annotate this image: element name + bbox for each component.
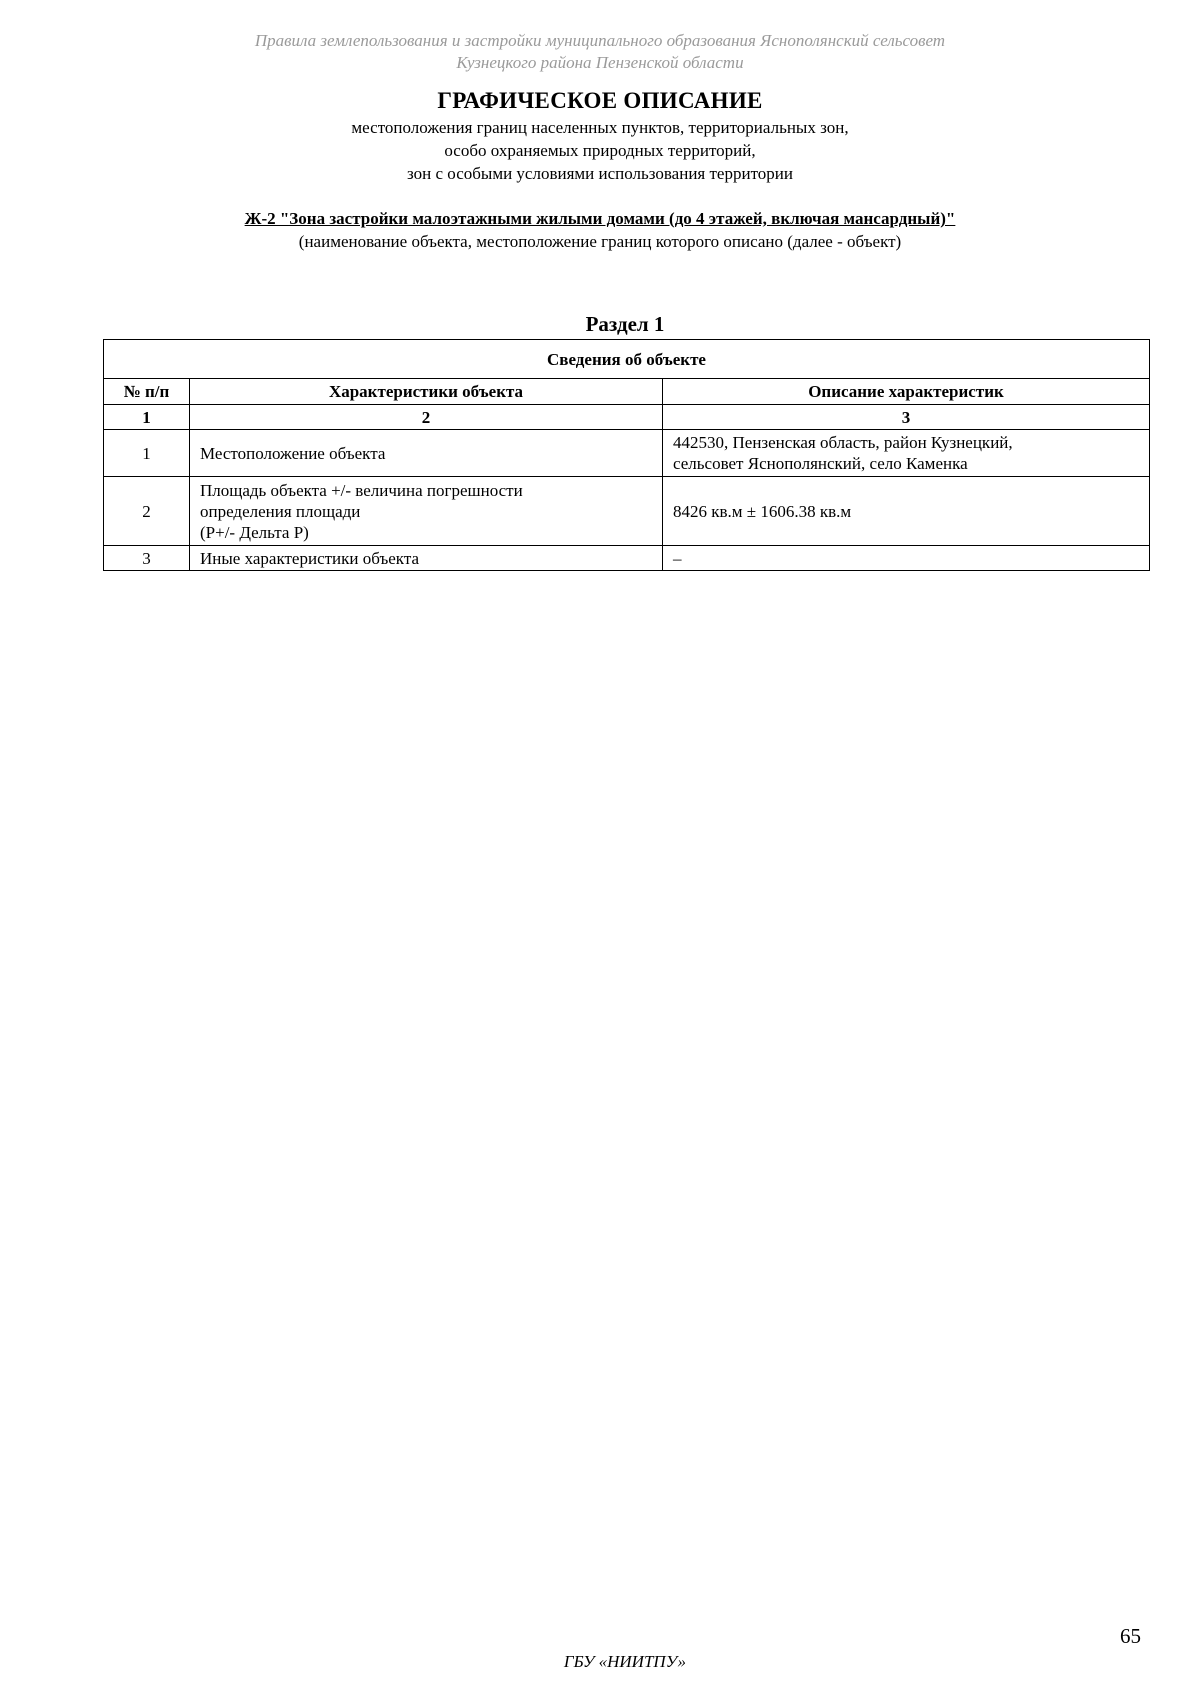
row-number: 2	[104, 477, 190, 546]
column-header-description: Описание характеристик	[663, 379, 1150, 405]
table-header-row	[104, 379, 1150, 405]
characteristic-line: Иные характеристики объекта	[200, 548, 420, 568]
column-number-1: 1	[104, 405, 190, 430]
characteristic-line: Площадь объекта +/- величина погрешности	[200, 480, 523, 500]
row-characteristic	[190, 477, 663, 546]
table-row	[104, 430, 1150, 477]
table-row	[104, 546, 1150, 571]
characteristic-line: Местоположение объекта	[200, 443, 386, 463]
table-caption: Сведения об объекте	[104, 340, 1150, 379]
page-number: 65	[1120, 1624, 1141, 1648]
header-note-line-1: Правила землепользования и застройки муниципального образования Яснополянский сельсовет	[254, 31, 946, 50]
column-number-2: 2	[190, 405, 663, 430]
object-info-table	[103, 339, 1150, 571]
row-description	[663, 430, 1150, 477]
document-footer: ГБУ «НИИТПУ»	[563, 1652, 687, 1671]
characteristic-line: (P+/- Дельта P)	[200, 522, 309, 542]
description-line: 8426 кв.м ± 1606.38 кв.м	[673, 501, 852, 521]
object-caption: (наименование объекта, местоположение границ которого описано (далее - объект)	[298, 232, 902, 251]
document-header-note	[0, 30, 1200, 74]
column-number-row	[104, 405, 1150, 430]
subtitle-line-1: местоположения границ населенных пунктов, территориальных зон,	[351, 118, 849, 137]
row-number: 1	[104, 430, 190, 477]
description-line: –	[673, 548, 682, 568]
column-header-number: № п/п	[104, 379, 190, 405]
table-caption-row	[104, 340, 1150, 379]
row-number: 3	[104, 546, 190, 571]
row-characteristic	[190, 430, 663, 477]
row-description	[663, 546, 1150, 571]
document-subtitle	[0, 116, 1200, 185]
subtitle-line-2: особо охраняемых природных территорий,	[444, 141, 756, 160]
row-characteristic	[190, 546, 663, 571]
description-line: 442530, Пензенская область, район Кузнецкий,	[673, 433, 1013, 452]
subtitle-line-3: зон с особыми условиями использования территории	[407, 164, 793, 183]
column-header-characteristic: Характеристики объекта	[190, 379, 663, 405]
row-description	[663, 477, 1150, 546]
document-title: ГРАФИЧЕСКОЕ ОПИСАНИЕ	[437, 88, 763, 113]
column-number-3: 3	[663, 405, 1150, 430]
description-line: сельсовет Яснополянский, село Каменка	[673, 454, 968, 473]
table-row	[104, 477, 1150, 546]
object-name: Ж-2 "Зона застройки малоэтажными жилыми домами (до 4 этажей, включая мансардный)"	[244, 209, 956, 228]
characteristic-line: определения площади	[200, 501, 361, 521]
section-title: Раздел 1	[585, 312, 665, 336]
header-note-line-2: Кузнецкого района Пензенской области	[456, 53, 744, 72]
